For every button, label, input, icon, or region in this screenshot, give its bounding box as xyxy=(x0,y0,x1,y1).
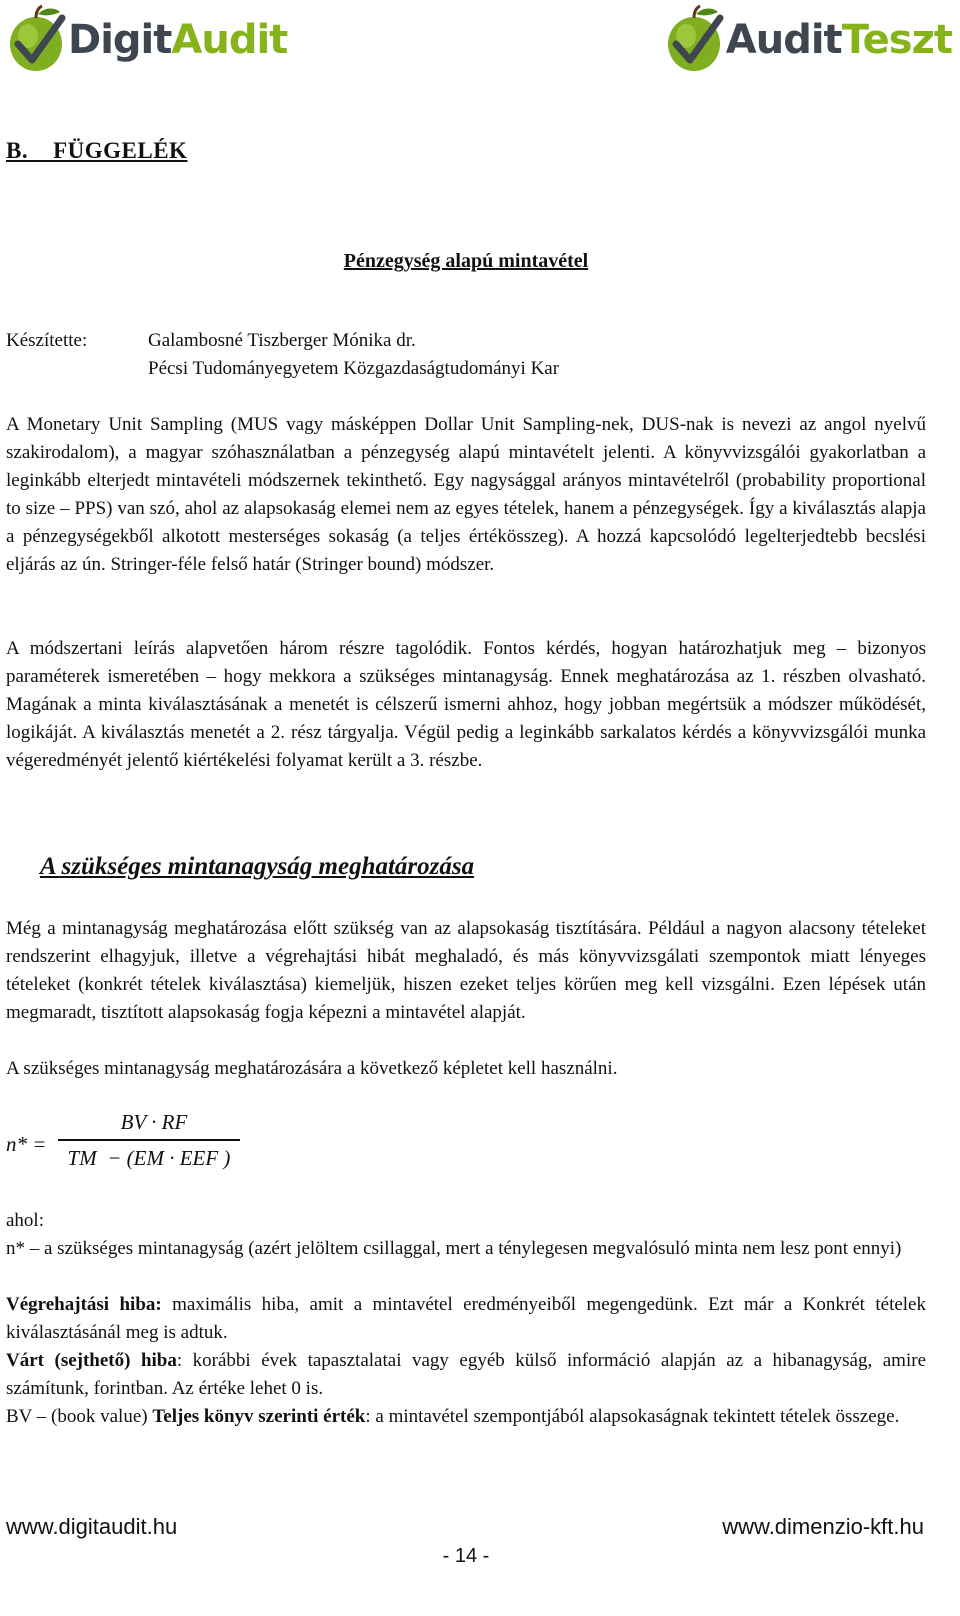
section-heading: A szükséges mintanagyság meghatározása xyxy=(40,853,475,880)
definition-book-value xyxy=(6,1403,926,1431)
author-name: Galambosné Tiszberger Mónika dr. xyxy=(148,330,416,351)
document-title: Pénzegység alapú mintavétel xyxy=(343,250,589,272)
apple-check-icon xyxy=(664,4,724,76)
section-paragraph-1: Még a mintanagyság meghatározása előtt szükség van az alapsokaság tisztítására. Például a nagyon alacsony tételeket rendszerint elhagyjuk, illetve a végrehajtási hibát meghaladó, és más könyvvizsgálati szempontok miatt lényeges tételeket (konkrét tételek kiválasztása) kiemeljük, hiszen ezeket teljes körűen meg kell vizsgálni. Ezen lépések után megmaradt, tisztított alapsokaság fogja képezni a mintavétel alapját. xyxy=(6,918,926,1024)
author-institution: Pécsi Tudományegyetem Közgazdaságtudományi Kar xyxy=(148,358,560,379)
intro-paragraph-2: A módszertani leírás alapvetően három részre tagolódik. Fontos kérdés, hogyan határozhatjuk meg – bizonyos paraméterek ismeretében – hogy mekkora a szükséges mintanagyság. Ennek meghatározása az 1. részben olvasható. Magának a minta kiválasztásának a menetét is célszerű ismerni ahhoz, hogy jobban megértsük a módszer működését, logikáját. A kiválasztás menetét a 2. rész tárgyalja. Végül pedig a leginkább sarkalatos kérdés a könyvvizsgálói munka végeredményét jelentő kiértékelési folyamat került a 3. részbe. xyxy=(6,638,926,772)
footer-link-dimenzio[interactable]: www.dimenzio-kft.hu xyxy=(722,1514,924,1539)
appendix-title: B. FÜGGELÉK xyxy=(6,138,188,163)
definition-execution-error xyxy=(6,1291,926,1347)
intro-paragraph-1: A Monetary Unit Sampling (MUS vagy másképpen Dollar Unit Sampling-nek, DUS-nak is nevezi az angol nyelvű szakirodalom), a magyar szóhasználatban a pénzegység alapú mintavételt jelenti. A könyvvizsgálói gyakorlatban a leginkább elterjedt mintavételi módszernek tekinthető. Egy nagysággal arányos mintavételről (probability proportional to size – PPS) van szó, ahol az alapsokaság elemei nem az egyes tételek, hanem a pénzegységek. Így a kiválasztás alapja a pénzegységekből alkotott mesterséges sokaság (a teljes értékösszeg). A hozzá kapcsolódó legelterjedtebb becslési eljárás az ún. Stringer-féle felső határ (Stringer bound) módszer. xyxy=(6,414,926,576)
section-paragraph-2: A szükséges mintanagyság meghatározására a következő képletet kell használni. xyxy=(6,1058,618,1079)
execution-error-term: Végrehajtási hiba: xyxy=(6,1294,162,1315)
definition-ahol: ahol: xyxy=(6,1210,44,1231)
definition-expected-error xyxy=(6,1347,926,1403)
digitaudit-logo-text: DigitAudit xyxy=(68,17,288,63)
fraction-bar xyxy=(58,1139,240,1141)
page-number: - 14 - xyxy=(442,1545,490,1567)
execution-error-text: maximális hiba, amit a mintavétel eredményeiből megengedünk. Ezt már a Konkrét tételek kiválasztásánál meg is adtuk. xyxy=(6,1294,926,1344)
expected-error-term: Várt (sejthető) hiba xyxy=(6,1350,177,1371)
digitaudit-logo xyxy=(6,4,287,76)
formula-numerator: BV · RF xyxy=(120,1110,188,1134)
formula-lhs: n* = xyxy=(6,1132,47,1156)
book-value-text: : a mintavétel szempontjából alapsokaságnak tekintett tételek összege. xyxy=(365,1406,900,1427)
book-value-prefix: BV – (book value) xyxy=(6,1406,153,1427)
auditteszt-logo xyxy=(664,4,952,76)
footer-link-digitaudit[interactable]: www.digitaudit.hu xyxy=(6,1514,178,1539)
author-label: Készítette: xyxy=(6,330,88,351)
formula-fraction xyxy=(58,1110,240,1171)
expected-error-text: : korábbi évek tapasztalatai vagy egyéb külső információ alapján az a hibanagyság, amire számítunk, forintban. Az értéke lehet 0 is. xyxy=(6,1350,926,1400)
formula-denominator: TM − (EM · EEF ) xyxy=(67,1145,231,1170)
auditteszt-logo-text: AuditTeszt xyxy=(725,17,952,63)
definition-n-star: n* – a szükséges mintanagyság (azért jelöltem csillaggal, mert a ténylegesen megvalósuló minta nem lesz pont ennyi) xyxy=(6,1238,902,1259)
apple-check-icon xyxy=(6,4,66,76)
book-value-term: Teljes könyv szerinti érték xyxy=(152,1406,366,1427)
